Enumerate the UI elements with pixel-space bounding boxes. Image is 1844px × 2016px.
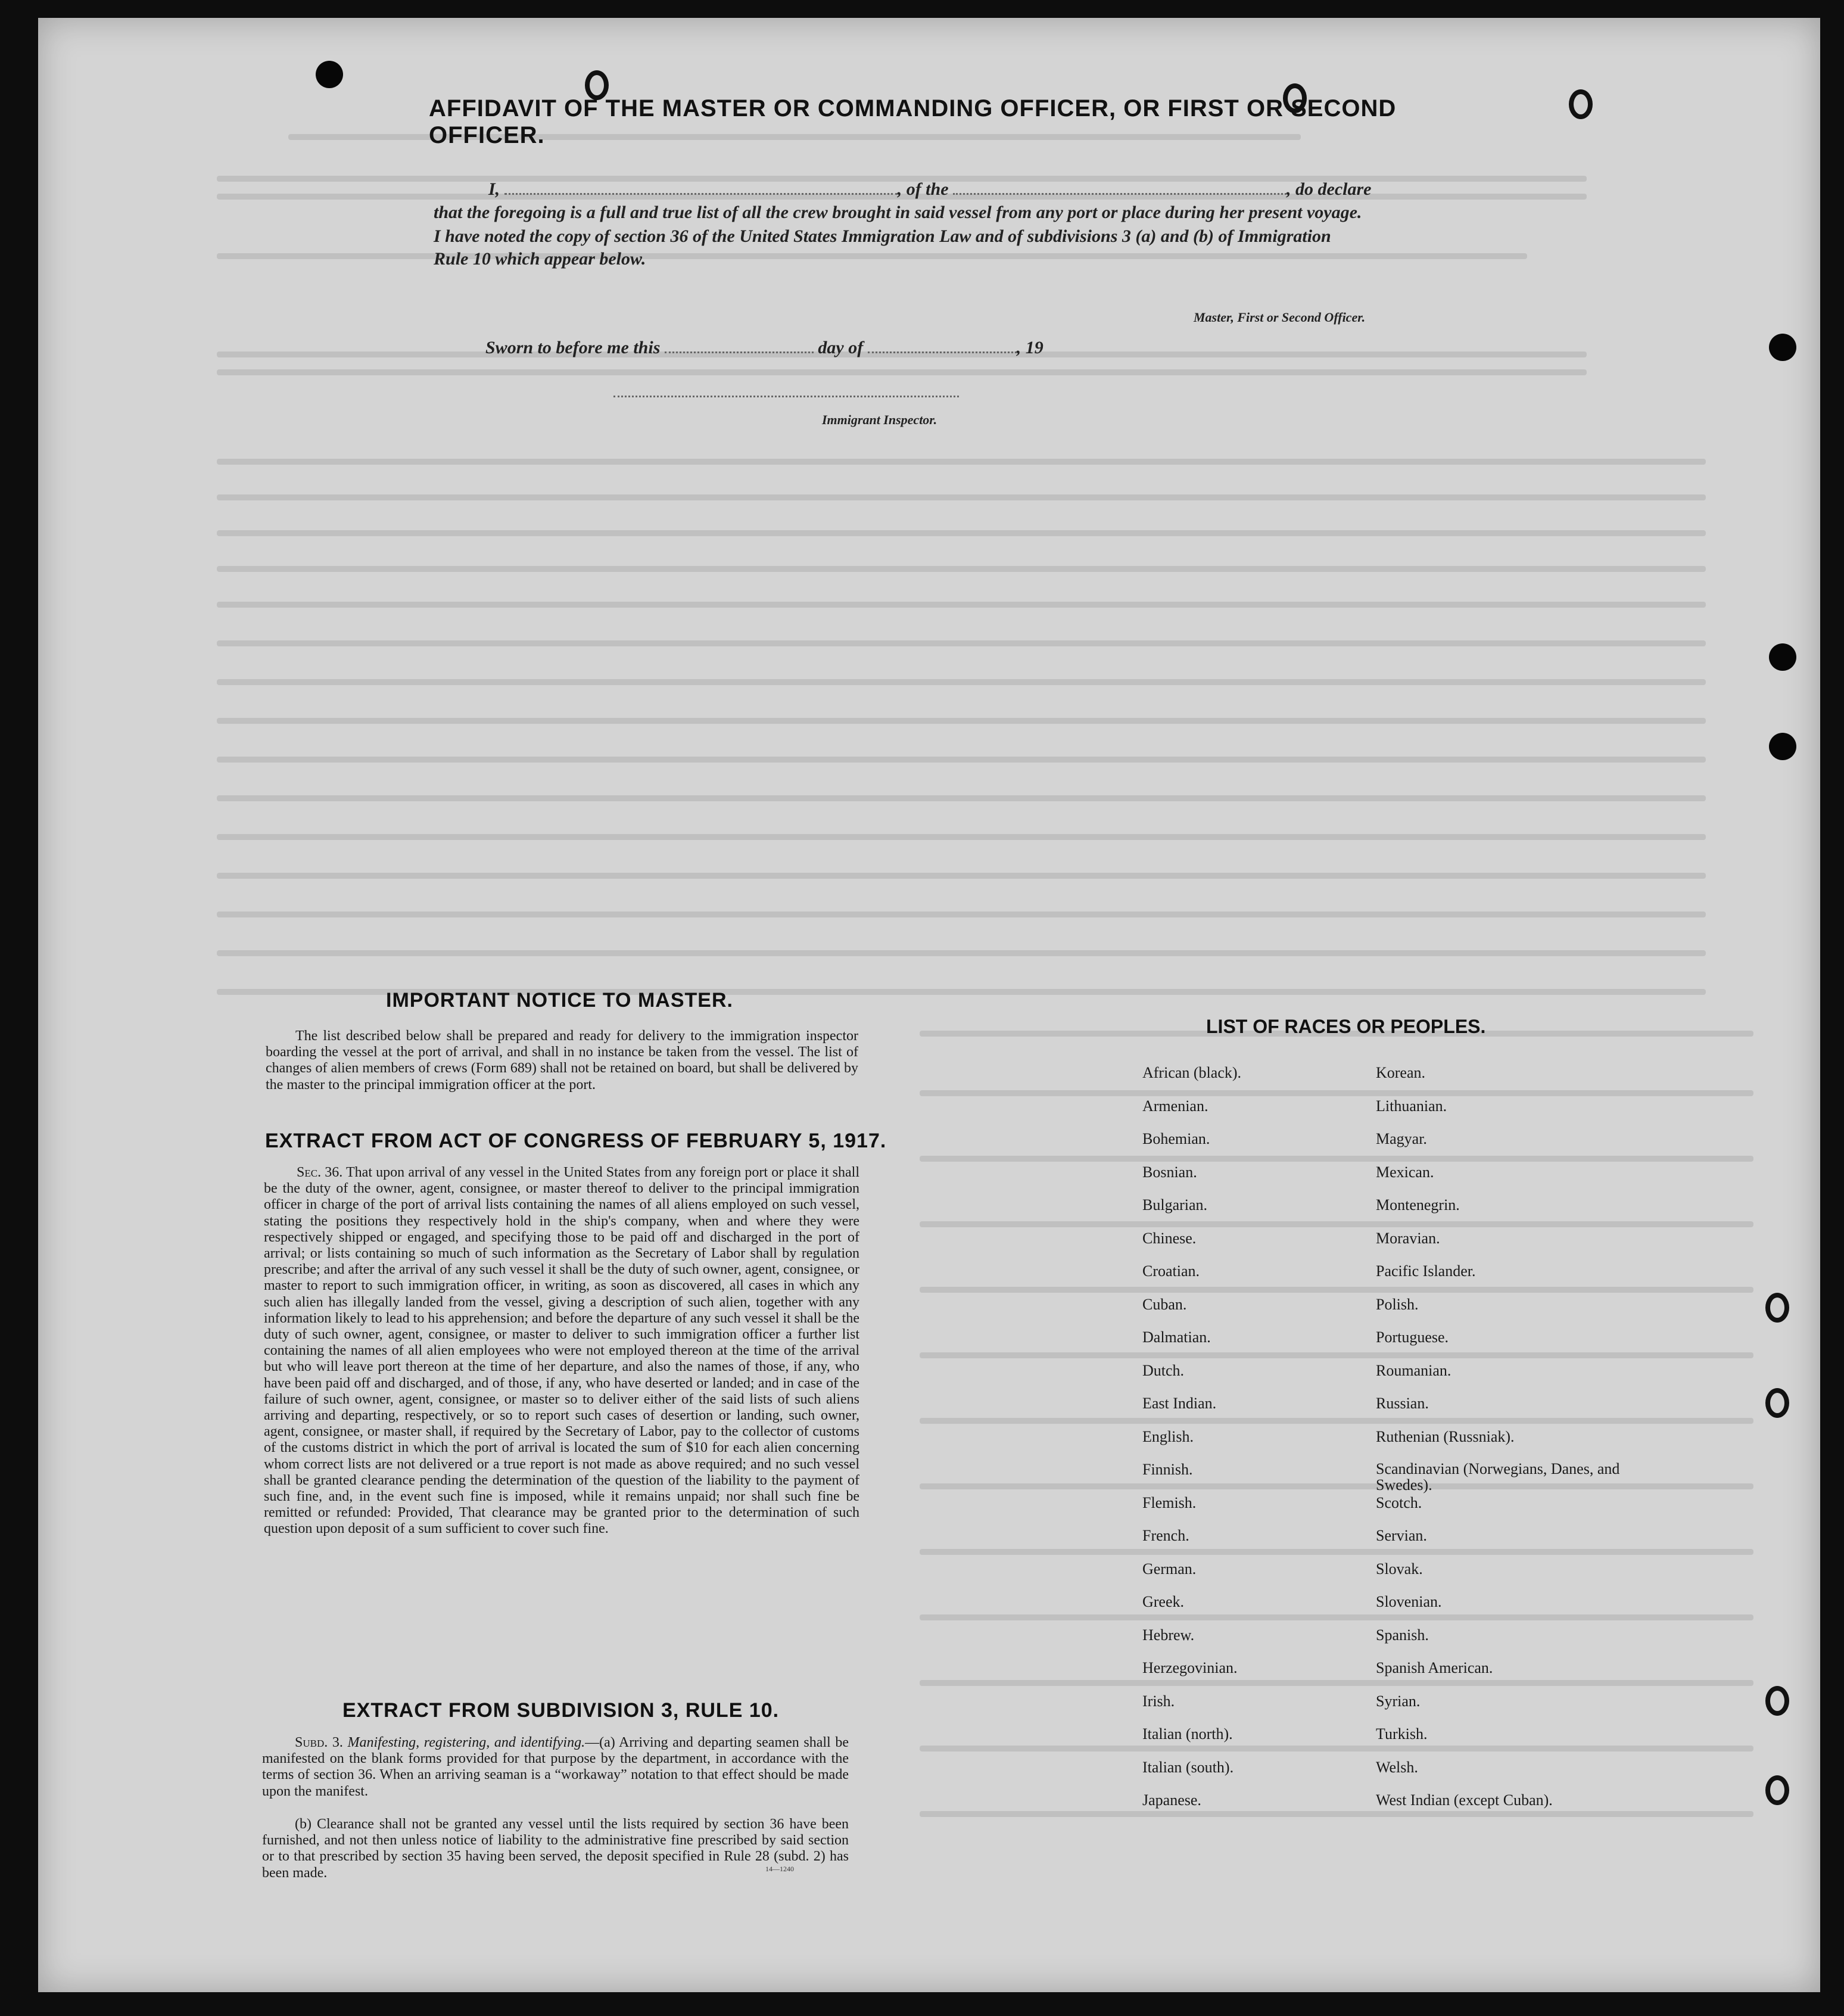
inspector-signature-field[interactable] — [613, 381, 959, 397]
race-item: Korean. — [1376, 1064, 1426, 1081]
race-item: Italian (north). — [1142, 1725, 1233, 1743]
race-item: Syrian. — [1376, 1692, 1421, 1710]
race-item: Japanese. — [1142, 1791, 1201, 1809]
race-item: Roumanian. — [1376, 1361, 1451, 1379]
race-item: African (black). — [1142, 1064, 1242, 1081]
race-item: Polish. — [1376, 1295, 1419, 1313]
punch-hole — [1765, 1686, 1789, 1716]
affidavit-title: AFFIDAVIT OF THE MASTER OR COMMANDING OFFICER, OR FIRST OR SECOND OFFICER. — [429, 95, 1397, 148]
punch-hole — [1769, 643, 1796, 671]
race-item: German. — [1142, 1560, 1197, 1578]
race-item: Italian (south). — [1142, 1758, 1234, 1776]
races-left-column — [1142, 1064, 1241, 1825]
affidavit-line-3: I have noted the copy of section 36 of the United States Immigration Law and of subdivisions 3 (a) and (b) of Immigration — [434, 226, 1331, 246]
race-item: Dalmatian. — [1142, 1329, 1211, 1346]
affidavit-line-2: that the foregoing is a full and true list of all the crew brought in said vessel from any port or place during her present voyage. — [434, 203, 1362, 222]
race-item: Montenegrin. — [1376, 1196, 1460, 1214]
affidavit-i: I, — [488, 179, 500, 199]
punch-hole — [316, 61, 343, 88]
race-item: Dutch. — [1142, 1361, 1185, 1379]
year-text: , 19 — [1016, 338, 1044, 357]
affidavit-of-the: , of the — [897, 179, 949, 199]
act-extract-text — [264, 1165, 859, 1538]
punch-hole — [1769, 733, 1796, 760]
race-item: Ruthenian (Russniak). — [1376, 1427, 1515, 1445]
race-item: Chinese. — [1142, 1229, 1197, 1247]
race-item: Scotch. — [1376, 1494, 1422, 1511]
race-item: Russian. — [1376, 1395, 1429, 1412]
inspector-caption: Immigrant Inspector. — [822, 412, 937, 427]
affidavit-declaration-line — [488, 179, 1429, 200]
race-item: Magyar. — [1376, 1130, 1427, 1147]
race-item: Welsh. — [1376, 1758, 1418, 1776]
punch-hole — [1765, 1775, 1789, 1805]
subd-label: Subd. 3. — [295, 1735, 343, 1750]
vessel-blank-field[interactable] — [953, 179, 1287, 195]
affidavit-do-declare: , do declare — [1287, 179, 1372, 199]
sworn-month-field[interactable] — [868, 337, 1017, 353]
race-item: Pacific Islander. — [1376, 1262, 1476, 1280]
race-item: Finnish. — [1142, 1461, 1193, 1478]
subd-title: Manifesting, registering, and identifying. — [347, 1735, 585, 1750]
race-item: Cuban. — [1142, 1295, 1187, 1313]
race-item: Herzegovinian. — [1142, 1659, 1238, 1676]
form-code: 14—1240 — [765, 1865, 794, 1873]
subd-text-a: —(a) Arriving and departing seamen shall be manifested on the blank forms provided for that purpose by the department, in accordance with the terms of section 36. When an arriving seaman is a “workaway” notation to that effect should be made upon the manifest. — [262, 1735, 849, 1799]
rule-extract-text-b: (b) Clearance shall not be granted any vessel until the lists required by section 36 have been furnished, and not then unless notice of liability to the administrative fine prescribed by said section or to that prescribed by section 35 having been served, the deposit specified in Rule 28 (subd. 2) has been made. — [262, 1816, 849, 1881]
races-right-column — [1376, 1064, 1626, 1825]
affidavit-line-4: Rule 10 which appear below. — [434, 249, 646, 269]
race-item: English. — [1142, 1427, 1194, 1445]
race-item: Bohemian. — [1142, 1130, 1210, 1147]
notice-text: The list described below shall be prepared and ready for delivery to the immigration inspector boarding the vessel at the port of arrival, and shall in no instance be taken from the vessel. The list of changes of alien members of crews (Form 689) shall not be retained on board, but shall be delivered by the master to the principal immigration officer at the port. — [266, 1028, 858, 1093]
race-item: Mexican. — [1376, 1163, 1434, 1181]
rule-extract-text — [262, 1735, 849, 1800]
race-item: Portuguese. — [1376, 1329, 1449, 1346]
race-item: Bosnian. — [1142, 1163, 1197, 1181]
race-item: Slovak. — [1376, 1560, 1423, 1578]
race-item: Irish. — [1142, 1692, 1175, 1710]
name-blank-field[interactable] — [504, 179, 898, 195]
race-item: Turkish. — [1376, 1725, 1428, 1743]
act-section-label: Sec. 36. — [297, 1165, 343, 1180]
race-item: Slovenian. — [1376, 1593, 1442, 1610]
race-item: Scandinavian (Norwegians, Danes, and Swedes). — [1376, 1460, 1620, 1494]
rule-extract-heading: EXTRACT FROM SUBDIVISION 3, RULE 10. — [342, 1699, 780, 1722]
master-signature-caption: Master, First or Second Officer. — [1194, 310, 1366, 325]
act-extract-heading: EXTRACT FROM ACT OF CONGRESS OF FEBRUARY 5, 1917. — [265, 1130, 887, 1152]
race-item: Spanish American. — [1376, 1659, 1493, 1676]
race-item: Flemish. — [1142, 1494, 1197, 1511]
race-item: Hebrew. — [1142, 1626, 1195, 1644]
race-item: Lithuanian. — [1376, 1097, 1447, 1115]
race-item: Armenian. — [1142, 1097, 1208, 1115]
race-item: Servian. — [1376, 1527, 1427, 1544]
race-item: Croatian. — [1142, 1262, 1200, 1280]
race-item: Greek. — [1142, 1593, 1185, 1610]
punch-hole — [1765, 1388, 1789, 1418]
race-item: Spanish. — [1376, 1626, 1429, 1644]
race-item: East Indian. — [1142, 1395, 1217, 1412]
notice-heading: IMPORTANT NOTICE TO MASTER. — [386, 989, 733, 1012]
races-heading: LIST OF RACES OR PEOPLES. — [1206, 1016, 1486, 1037]
day-of-text: day of — [818, 338, 864, 357]
race-item: Bulgarian. — [1142, 1196, 1208, 1214]
sworn-day-field[interactable] — [665, 337, 814, 353]
sworn-line — [485, 337, 1319, 358]
race-item: West Indian (except Cuban). — [1376, 1791, 1553, 1809]
sworn-text: Sworn to before me this — [485, 338, 661, 357]
punch-hole — [1765, 1293, 1789, 1323]
punch-hole — [1569, 89, 1593, 119]
race-item: Moravian. — [1376, 1229, 1440, 1247]
race-item: French. — [1142, 1527, 1189, 1544]
act-section-body: That upon arrival of any vessel in the United States from any foreign port or place it shall be the duty of the owner, agent, consignee, or master thereof to deliver to the principal immigration officer in charge of the port of arrival lists containing the names of all aliens employed on such vessel, stating the positions they respectively hold in the ship's company, when and where they were respectively shipped or engaged, and specifying those to be paid off and discharged in the port of arrival; or lists containing so much of such information as the Secretary of Labor shall by regulation prescribe; and after the arrival of any such vessel it shall be the duty of such owner, agent, consignee, or master to report to such immigration officer, in writing, as soon as discovered, all cases in which any such alien has illegally landed from the vessel, giving a description of such alien, together with any information likely to lead to his apprehension; and before the departure of any such vessel it shall be the duty of such owner, agent, consignee, or master to deliver to such immigration officer a further list containing the names of all alien employees who were not employed thereon at the time of the arrival but who will leave port thereon at the time of her departure, and also the names of those, if any, who have been paid off and discharged, and of those, if any, who have deserted or landed; and in case of the failure of such owner, agent, consignee, or master so to deliver either of the said lists of such aliens arriving and departing, respectively, or so to report such cases of desertion or landing, such owner, agent, consignee, or master shall, if required by the Secretary of Labor, pay to the collector of customs of the customs district in which the port of arrival is located the sum of $10 for each alien concerning whom correct lists are not delivered or a true report is not made as above required; and no such vessel shall be granted clearance pending the determination of the question of the liability to the payment of such fine, and, in the event such fine is imposed, while it remains unpaid; nor shall such fine be remitted or refunded: Provided, That clearance may be granted prior to the determination of such question upon deposit of a sum sufficient to cover such fine. — [264, 1165, 859, 1537]
punch-hole — [1769, 334, 1796, 361]
